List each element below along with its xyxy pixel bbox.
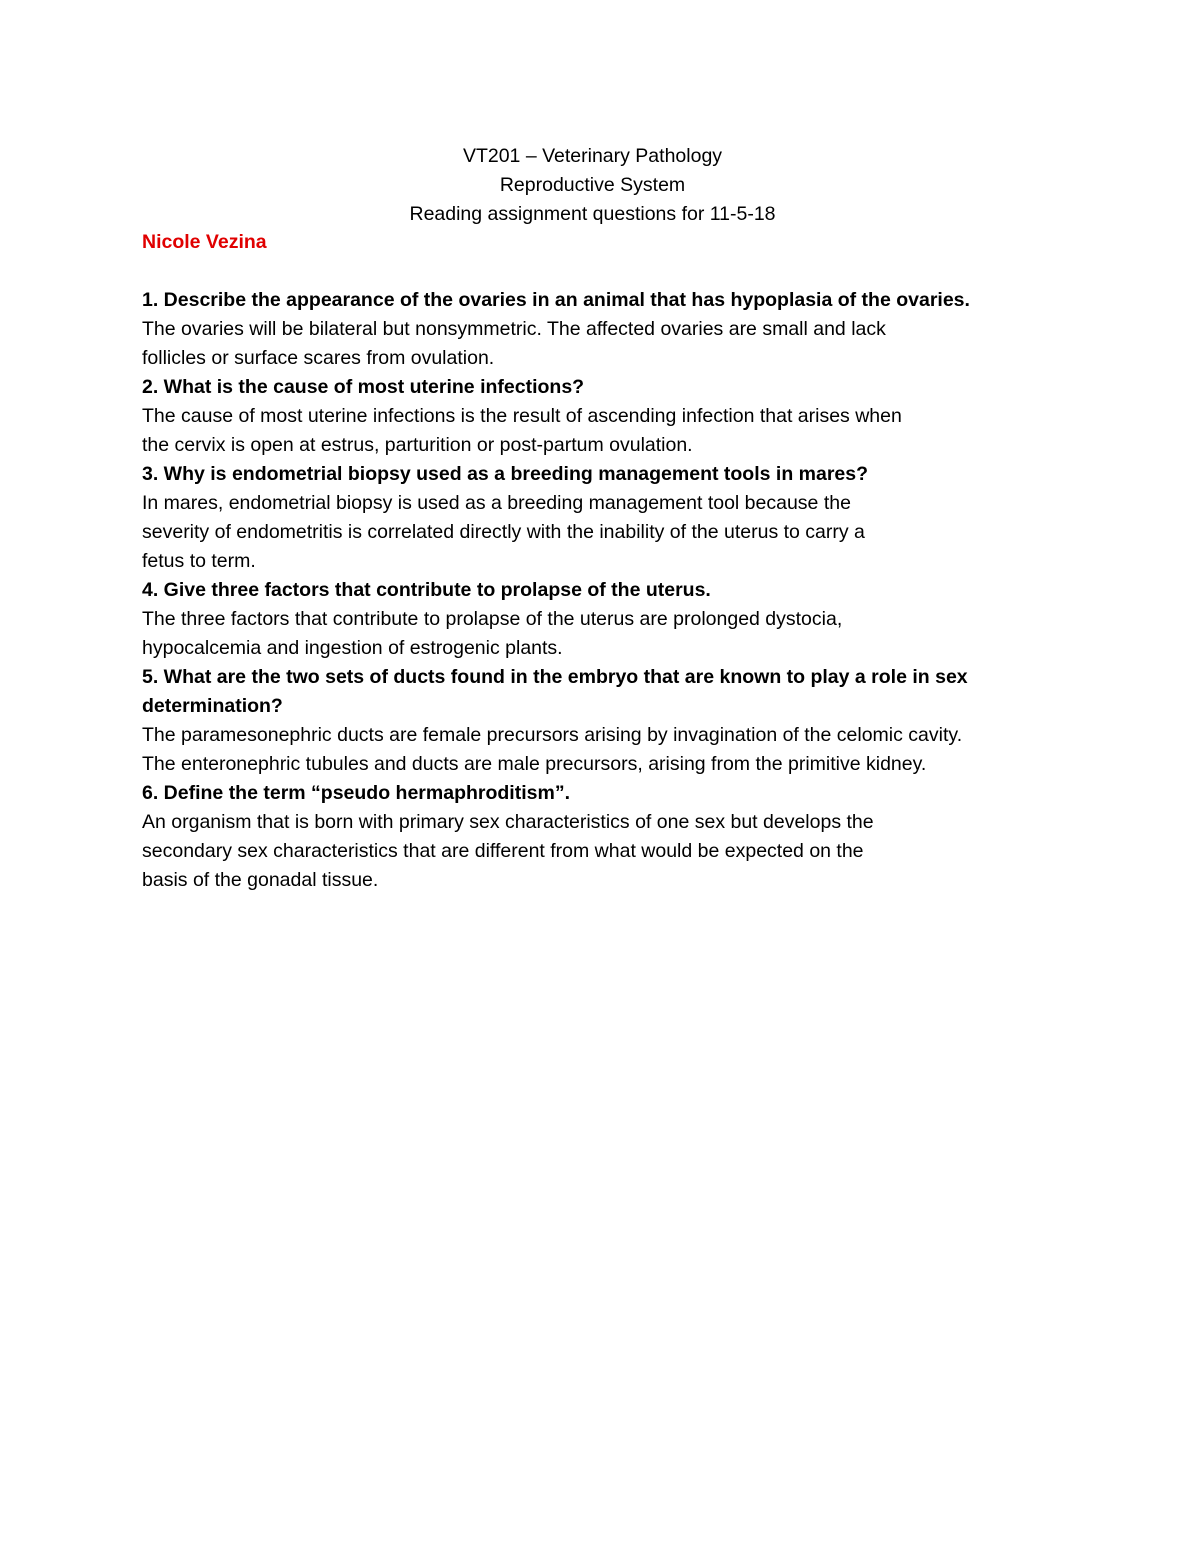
answer-line: The enteronephric tubules and ducts are male precursors, arising from the primitive kidney. <box>142 753 927 775</box>
question-block-5 <box>142 663 1062 779</box>
question-block-6 <box>142 779 1062 895</box>
question-line: 5. What are the two sets of ducts found in the embryo that are known to play a role in sex <box>142 666 968 688</box>
question-line: 3. Why is endometrial biopsy used as a breeding management tools in mares? <box>142 463 869 485</box>
question-line: 6. Define the term “pseudo hermaphroditism”. <box>142 782 570 804</box>
assignment-title: Reading assignment questions for 11-5-18 <box>409 203 776 225</box>
document-header <box>0 142 1185 229</box>
question-block-2 <box>142 373 1062 460</box>
answer-line: An organism that is born with primary sex characteristics of one sex but develops the <box>142 811 874 833</box>
course-title: VT201 – Veterinary Pathology <box>462 145 723 167</box>
answer-line: The ovaries will be bilateral but nonsymmetric. The affected ovaries are small and lack <box>142 318 886 340</box>
answer-line: fetus to term. <box>142 550 256 572</box>
question-line: 1. Describe the appearance of the ovaries in an animal that has hypoplasia of the ovaries. <box>142 289 970 311</box>
question-line: 4. Give three factors that contribute to prolapse of the uterus. <box>142 579 711 601</box>
question-line: 2. What is the cause of most uterine infections? <box>142 376 585 398</box>
answer-line: The cause of most uterine infections is the result of ascending infection that arises when <box>142 405 902 427</box>
answer-line: severity of endometritis is correlated directly with the inability of the uterus to carry a <box>142 521 865 543</box>
answer-line: follicles or surface scares from ovulation. <box>142 347 495 369</box>
question-block-1 <box>142 286 1062 373</box>
answer-line: the cervix is open at estrus, parturition or post-partum ovulation. <box>142 434 693 456</box>
question-line: determination? <box>142 695 283 717</box>
question-block-4 <box>142 576 1062 663</box>
question-answer-list <box>142 286 1062 895</box>
answer-line: The three factors that contribute to prolapse of the uterus are prolonged dystocia, <box>142 608 843 630</box>
topic-title: Reproductive System <box>499 174 686 196</box>
answer-line: hypocalcemia and ingestion of estrogenic plants. <box>142 637 563 659</box>
answer-line: basis of the gonadal tissue. <box>142 869 379 891</box>
answer-line: secondary sex characteristics that are different from what would be expected on the <box>142 840 864 862</box>
author-name: Nicole Vezina <box>142 231 267 253</box>
answer-line: In mares, endometrial biopsy is used as a breeding management tool because the <box>142 492 851 514</box>
question-block-3 <box>142 460 1062 576</box>
answer-line: The paramesonephric ducts are female precursors arising by invagination of the celomic cavity. <box>142 724 963 746</box>
